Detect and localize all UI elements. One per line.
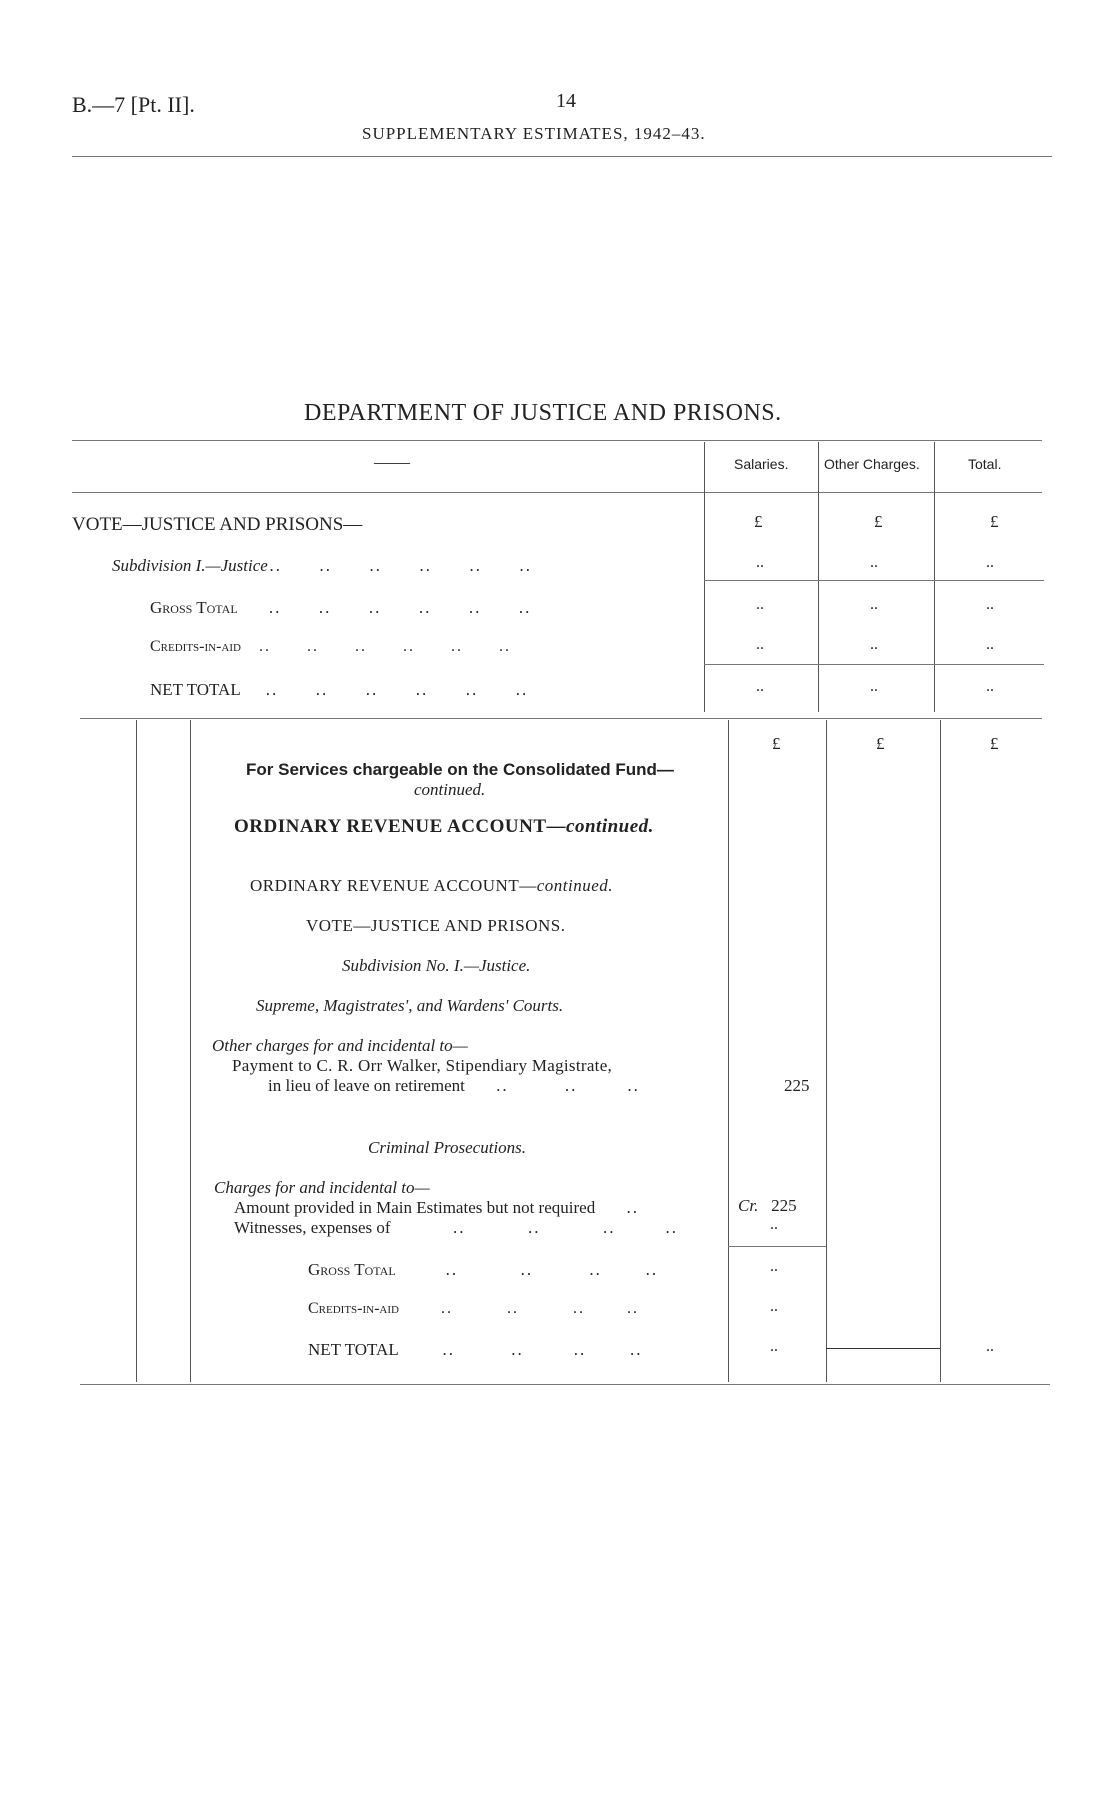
detail-col-divider bbox=[136, 720, 137, 1382]
credits-label: Credits-in-aid .. .. .. .. bbox=[308, 1300, 639, 1317]
summary-col-divider bbox=[934, 442, 935, 712]
detail-col-divider bbox=[190, 720, 191, 1382]
summary-currency-other: £ bbox=[874, 512, 883, 531]
charges-label: Charges for and incidental to— bbox=[214, 1178, 430, 1197]
detail-col-divider bbox=[826, 720, 827, 1382]
credits-value: .. bbox=[770, 1298, 778, 1315]
summary-cell: .. bbox=[870, 596, 878, 613]
other-charges-label: Other charges for and incidental to— bbox=[212, 1036, 468, 1055]
subdivision-heading: Subdivision No. I.—Justice. bbox=[342, 956, 531, 975]
courts-heading: Supreme, Magistrates', and Wardens' Courts. bbox=[256, 996, 564, 1015]
summary-net-rule bbox=[704, 664, 1044, 665]
summary-row-label: Credits-in-aid .. .. .. .. .. .. bbox=[150, 638, 511, 655]
detail-col-divider bbox=[940, 720, 941, 1382]
summary-cell: .. bbox=[756, 636, 764, 653]
summary-row-label: NET TOTAL .. .. .. .. .. .. bbox=[150, 680, 529, 699]
net-total-rule bbox=[826, 1348, 940, 1349]
detail-currency-salaries: £ bbox=[772, 734, 781, 753]
summary-subtotal-rule bbox=[704, 580, 1044, 581]
summary-cell: .. bbox=[986, 636, 994, 653]
services-heading: For Services chargeable on the Consolidated Fund— bbox=[246, 760, 674, 779]
summary-cell: .. bbox=[870, 636, 878, 653]
summary-cell: .. bbox=[756, 678, 764, 695]
summary-cell: .. bbox=[756, 554, 764, 571]
document-reference: B.—7 [Pt. II]. bbox=[72, 92, 195, 117]
account-heading-bold: ORDINARY REVENUE ACCOUNT—continued. bbox=[234, 816, 654, 837]
detail-currency-total: £ bbox=[990, 734, 999, 753]
gross-total-value: .. bbox=[770, 1258, 778, 1275]
summary-col-divider bbox=[818, 442, 819, 712]
payment-line-1: Payment to C. R. Orr Walker, Stipendiary Magistrate, bbox=[232, 1056, 613, 1075]
department-title: DEPARTMENT OF JUSTICE AND PRISONS. bbox=[304, 400, 782, 426]
col-header-salaries: Salaries. bbox=[734, 456, 789, 472]
detail-subtotal-rule bbox=[728, 1246, 826, 1247]
summary-header-dash: —— bbox=[374, 452, 410, 472]
criminal-heading: Criminal Prosecutions. bbox=[368, 1138, 527, 1157]
col-header-other-charges: Other Charges. bbox=[824, 456, 920, 472]
net-total-label: NET TOTAL .. .. .. .. bbox=[308, 1340, 643, 1359]
summary-cell: .. bbox=[870, 678, 878, 695]
amount-label: Amount provided in Main Estimates but not required .. bbox=[234, 1198, 639, 1217]
amount-value: Cr. 225 bbox=[738, 1196, 797, 1215]
summary-vote-label: VOTE—JUSTICE AND PRISONS— bbox=[72, 514, 363, 535]
header-rule bbox=[72, 156, 1052, 157]
account-heading: ORDINARY REVENUE ACCOUNT—continued. bbox=[250, 876, 614, 895]
net-total-value: .. bbox=[770, 1338, 778, 1355]
summary-cell: .. bbox=[870, 554, 878, 571]
summary-header-rule bbox=[72, 492, 1042, 493]
summary-currency-salaries: £ bbox=[754, 512, 763, 531]
witnesses-value: .. bbox=[770, 1216, 778, 1233]
summary-cell: .. bbox=[986, 596, 994, 613]
summary-row-label: Gross Total .. .. .. .. .. .. bbox=[150, 598, 532, 617]
services-continued: continued. bbox=[414, 780, 486, 799]
payment-line-2: in lieu of leave on retirement .. .. .. bbox=[268, 1076, 640, 1095]
summary-currency-total: £ bbox=[990, 512, 999, 531]
detail-top-rule bbox=[80, 718, 1042, 719]
page-title: SUPPLEMENTARY ESTIMATES, 1942–43. bbox=[362, 124, 706, 143]
vote-heading: VOTE—JUSTICE AND PRISONS. bbox=[306, 916, 566, 935]
summary-cell: .. bbox=[756, 596, 764, 613]
detail-col-divider bbox=[728, 720, 729, 1382]
summary-col-divider bbox=[704, 442, 705, 712]
col-header-total: Total. bbox=[968, 456, 1002, 472]
gross-total-label: Gross Total .. .. .. .. bbox=[308, 1260, 659, 1279]
net-total-total: .. bbox=[986, 1338, 994, 1355]
page-number: 14 bbox=[556, 90, 576, 112]
summary-cell: .. bbox=[986, 554, 994, 571]
summary-cell: .. bbox=[986, 678, 994, 695]
detail-currency-other: £ bbox=[876, 734, 885, 753]
detail-bottom-rule bbox=[80, 1384, 1050, 1385]
payment-value: 225 bbox=[784, 1076, 810, 1095]
summary-top-rule bbox=[72, 440, 1042, 441]
witnesses-label: Witnesses, expenses of .. .. .. .. bbox=[234, 1218, 679, 1237]
summary-row-label: Subdivision I.—Justice .. .. .. .. .. .. bbox=[112, 556, 533, 575]
